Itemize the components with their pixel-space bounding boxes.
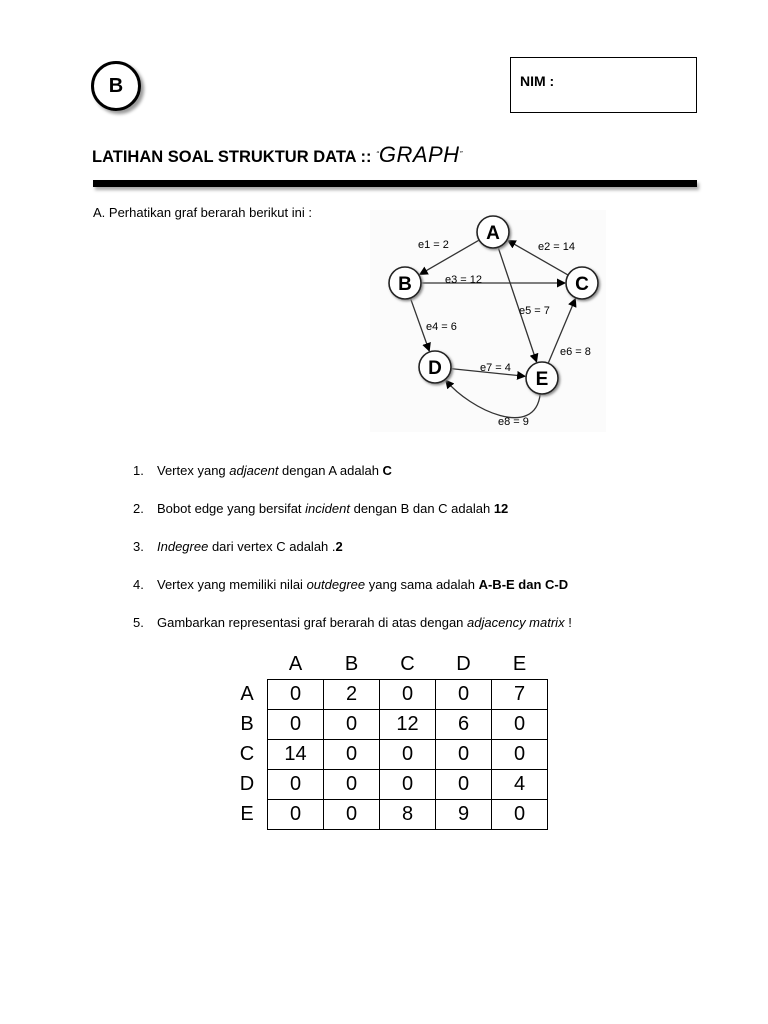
question-answer: A-B-E dan C-D — [478, 577, 569, 592]
matrix-cell: 0 — [380, 680, 436, 710]
matrix-col-header: C — [400, 653, 415, 675]
matrix-col-header: B — [344, 653, 359, 675]
matrix-cell: 0 — [324, 740, 380, 770]
question-text: yang sama adalah — [365, 577, 479, 592]
matrix-cell: 0 — [324, 710, 380, 740]
matrix-cell: 0 — [492, 740, 548, 770]
matrix-cell: 0 — [268, 770, 324, 800]
matrix-cell: 14 — [268, 740, 324, 770]
question-term: adjacent — [229, 463, 279, 478]
question-text: Gambarkan representasi graf berarah di atas dengan — [157, 615, 468, 630]
matrix-col-header: A — [288, 653, 303, 675]
question-item — [133, 501, 508, 516]
question-number: 2. — [133, 501, 144, 516]
graph-node-label: B — [398, 274, 412, 295]
directed-graph — [370, 210, 606, 432]
edge-label: e7 = 4 — [480, 362, 511, 374]
matrix-cell: 0 — [268, 680, 324, 710]
matrix-row-header: D — [239, 773, 255, 795]
edge-label: e1 = 2 — [418, 239, 449, 251]
edge-label: e4 = 6 — [426, 321, 457, 333]
question-text: dari vertex C adalah . — [208, 539, 336, 554]
matrix-header-row — [227, 650, 548, 680]
question-number: 5. — [133, 615, 144, 630]
matrix-cell: 0 — [380, 770, 436, 800]
question-answer: 12 — [493, 501, 509, 516]
question-term: outdegree — [306, 577, 366, 592]
question-text: dengan B dan C adalah — [349, 501, 494, 516]
question-answer: 2 — [335, 539, 343, 554]
section-intro: A. Perhatikan graf berarah berikut ini : — [93, 205, 312, 220]
matrix-row-header: E — [240, 803, 254, 825]
question-answer: C — [382, 463, 392, 478]
matrix-cell: 9 — [436, 800, 492, 830]
adjacency-matrix — [227, 650, 548, 830]
edge-label: e8 = 9 — [498, 416, 529, 428]
matrix-cell: 0 — [268, 710, 324, 740]
matrix-col-header: E — [512, 653, 527, 675]
question-term: Indegree — [157, 539, 209, 554]
nim-label: NIM : — [520, 73, 555, 89]
matrix-cell: 7 — [492, 680, 548, 710]
question-item — [133, 615, 572, 630]
matrix-cell: 8 — [380, 800, 436, 830]
matrix-cell: 2 — [324, 680, 380, 710]
title-main: GRAPH — [378, 142, 460, 167]
matrix-cell: 0 — [324, 800, 380, 830]
matrix-row-header: B — [240, 713, 254, 735]
question-item — [133, 577, 568, 592]
matrix-row — [227, 740, 548, 770]
graph-node-label: E — [535, 369, 549, 390]
question-text: Bobot edge yang bersifat — [157, 501, 306, 516]
section-badge: B — [91, 61, 141, 111]
matrix-corner — [227, 650, 268, 680]
matrix-row — [227, 770, 548, 800]
matrix-row-header: C — [239, 743, 255, 765]
matrix-cell: 0 — [492, 710, 548, 740]
question-number: 3. — [133, 539, 144, 554]
edge-label: e6 = 8 — [560, 346, 591, 358]
matrix-cell: 0 — [324, 770, 380, 800]
matrix-cell: 0 — [436, 740, 492, 770]
edge-label: e5 = 7 — [519, 305, 550, 317]
question-item — [133, 463, 392, 478]
question-number: 4. — [133, 577, 144, 592]
edge-label: e2 = 14 — [538, 241, 576, 253]
title-divider — [93, 180, 697, 187]
question-text: Vertex yang memiliki nilai — [157, 577, 307, 592]
matrix-row — [227, 680, 548, 710]
matrix-row — [227, 710, 548, 740]
matrix-cell: 0 — [492, 800, 548, 830]
matrix-cell: 4 — [492, 770, 548, 800]
matrix-row — [227, 800, 548, 830]
matrix-cell: 0 — [436, 680, 492, 710]
matrix-cell: 0 — [436, 770, 492, 800]
question-text: dengan A adalah — [278, 463, 383, 478]
question-number: 1. — [133, 463, 144, 478]
edge-label: e3 = 12 — [445, 274, 483, 286]
question-item — [133, 539, 343, 554]
title-open-quote: “ — [376, 150, 379, 159]
question-term: incident — [305, 501, 350, 516]
graph-node-label: D — [428, 358, 442, 379]
matrix-cell: 12 — [380, 710, 436, 740]
matrix-cell: 0 — [268, 800, 324, 830]
matrix-col-header: D — [456, 653, 471, 675]
matrix-row-header: A — [240, 683, 254, 705]
title-prefix: LATIHAN SOAL STRUKTUR DATA :: — [92, 148, 372, 166]
page-title — [92, 142, 462, 168]
question-text: Vertex yang — [157, 463, 230, 478]
nim-box — [510, 57, 697, 113]
title-close-quote: ” — [459, 150, 463, 159]
graph-node-label: A — [486, 223, 500, 244]
matrix-cell: 0 — [380, 740, 436, 770]
question-text: ! — [564, 615, 572, 630]
question-term: adjacency matrix — [467, 615, 565, 630]
matrix-cell: 6 — [436, 710, 492, 740]
graph-node-label: C — [575, 274, 589, 295]
